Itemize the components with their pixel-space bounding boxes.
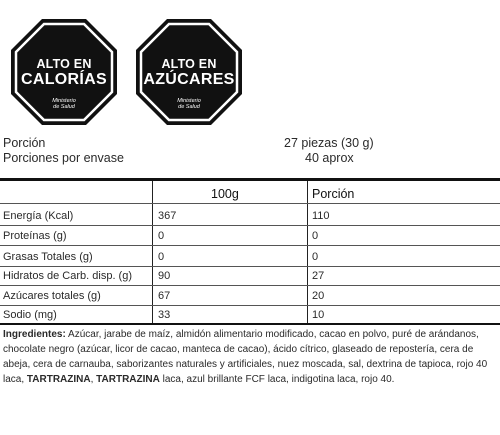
nutrient-name: Azúcares totales (g) bbox=[3, 290, 101, 302]
seal-line2: CALORÍAS bbox=[21, 71, 107, 88]
allergen-highlight: TARTRAZINA bbox=[26, 374, 91, 385]
col-header-portion: Porción bbox=[312, 187, 355, 201]
ingredients-text: Ingredientes: Azúcar, jarabe de maíz, almidón alimentario modificado, cacao en polvo, puré de arándanos, chocolate negro (azúcar, licor de cacao, manteca de cacao), ácido cítrico, glaseado de repostería, cera de abeja, cera de carnauba, saborizantes naturales y artificiales, nuez moscada, sal, dextrina de tapioca, rojo 40 laca, TARTRAZINA, TARTRAZINA laca, azul brillante FCF laca, indigotina laca, rojo 40. bbox=[3, 329, 488, 385]
nutrient-name: Sodio (mg) bbox=[3, 309, 57, 321]
nutrient-name: Energía (Kcal) bbox=[3, 210, 74, 222]
seal-authority: Ministerio de Salud bbox=[52, 98, 76, 110]
value-portion: 27 bbox=[312, 270, 325, 282]
seal-high-calories bbox=[10, 18, 118, 126]
value-100g: 0 bbox=[158, 230, 165, 242]
value-portion: 20 bbox=[312, 290, 325, 302]
divider-thick bbox=[0, 323, 500, 325]
allergen-highlight: TARTRAZINA bbox=[96, 374, 160, 385]
portions-per-pack-label: Porciones por envase bbox=[3, 151, 124, 165]
seal-high-sugars bbox=[135, 18, 243, 126]
seal-line2: AZÚCARES bbox=[143, 71, 235, 88]
nutrient-name: Hidratos de Carb. disp. (g) bbox=[3, 270, 132, 282]
seal-authority: Ministerio de Salud bbox=[177, 98, 201, 110]
nutrient-name: Proteínas (g) bbox=[3, 230, 67, 242]
col-header-100g: 100g bbox=[211, 187, 239, 201]
value-100g: 67 bbox=[158, 290, 171, 302]
row-divider bbox=[0, 245, 500, 246]
value-portion: 10 bbox=[312, 309, 325, 321]
value-100g: 33 bbox=[158, 309, 171, 321]
value-portion: 0 bbox=[312, 230, 319, 242]
row-divider bbox=[0, 266, 500, 267]
row-divider bbox=[0, 305, 500, 306]
portion-label: Porción bbox=[3, 136, 46, 150]
value-100g: 0 bbox=[158, 251, 165, 263]
portion-value: 27 piezas (30 g) bbox=[284, 136, 374, 150]
portions-per-pack-value: 40 aprox bbox=[305, 151, 354, 165]
row-divider bbox=[0, 285, 500, 286]
value-100g: 367 bbox=[158, 210, 177, 222]
row-divider bbox=[0, 225, 500, 226]
row-divider bbox=[0, 203, 500, 204]
value-portion: 0 bbox=[312, 251, 319, 263]
seal-line1: ALTO EN bbox=[36, 57, 92, 71]
ingredients-label: Ingredientes: bbox=[3, 329, 66, 340]
nutrient-name: Grasas Totales (g) bbox=[3, 251, 93, 263]
divider-thick bbox=[0, 178, 500, 181]
value-100g: 90 bbox=[158, 270, 171, 282]
value-portion: 110 bbox=[312, 210, 330, 222]
seal-line1: ALTO EN bbox=[161, 57, 217, 71]
